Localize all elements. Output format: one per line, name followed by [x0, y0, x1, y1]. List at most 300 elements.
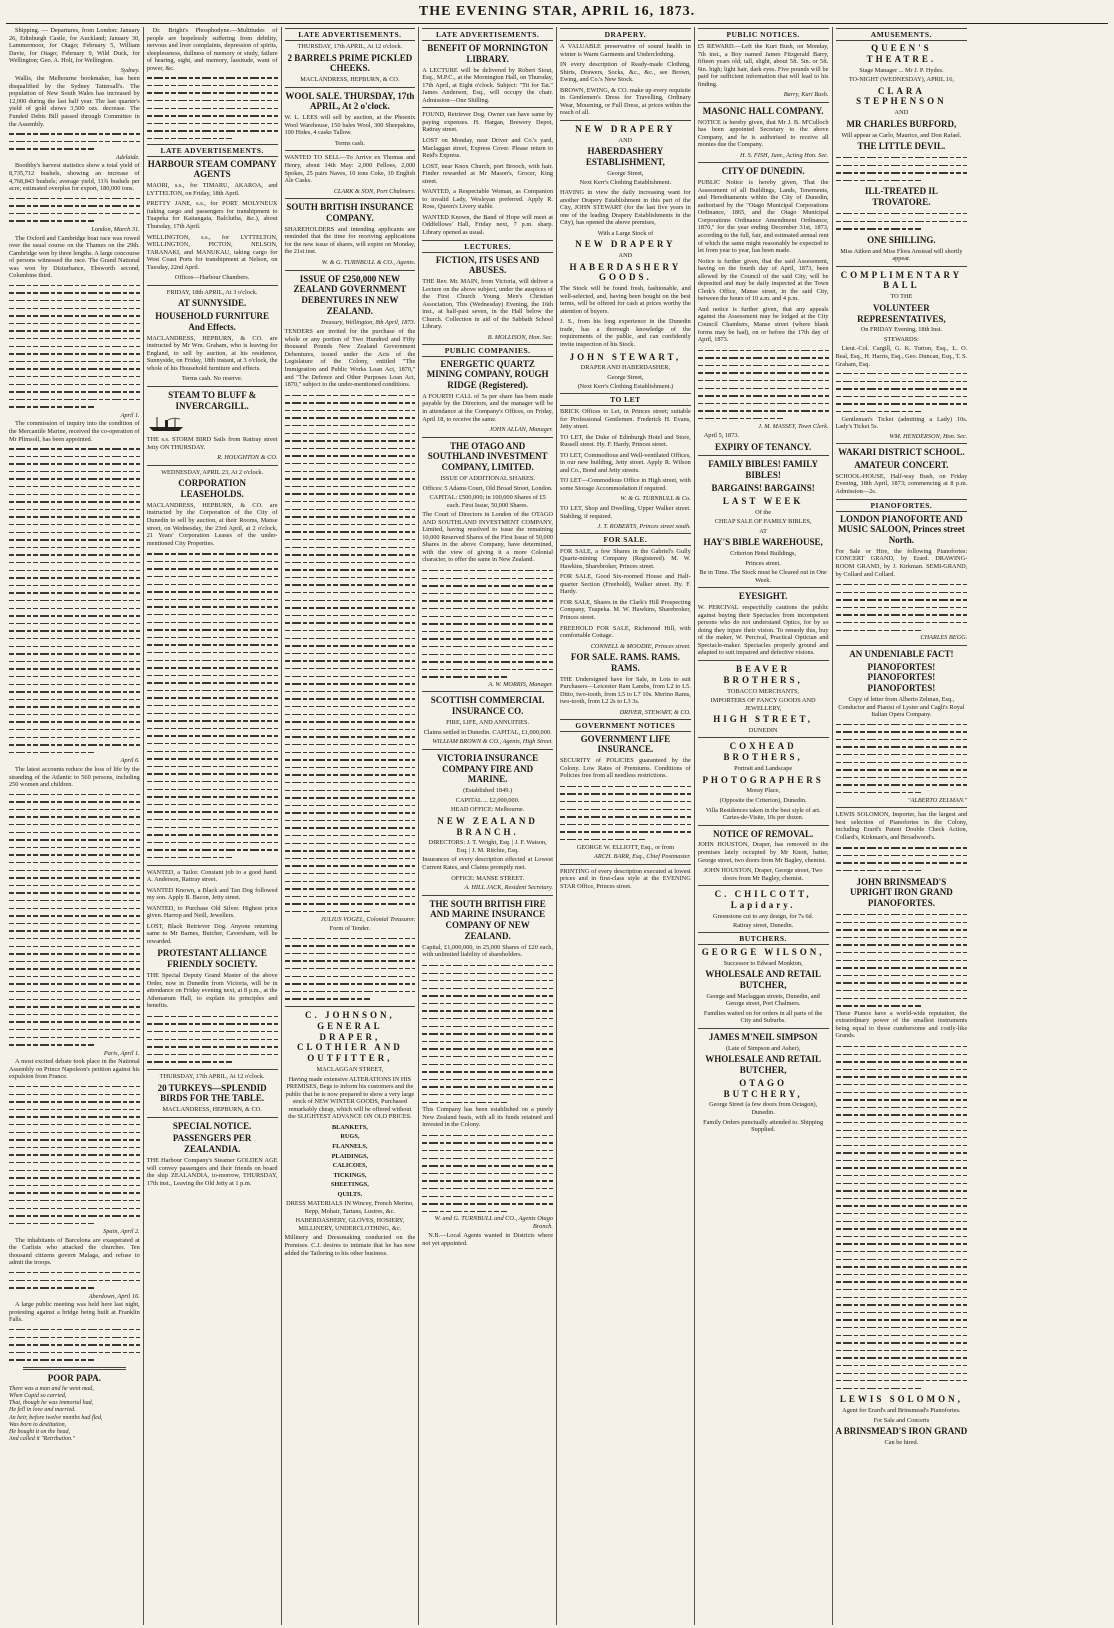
ad-text: BROWN, EWING, & CO. make up every requisite in Gentlemen's Dress for Travelling, Ordinary Wear, Mourning, or Full Dress, at prices within the reach of all.	[560, 86, 691, 117]
ad	[285, 328, 416, 388]
ad-text: THE s.s. STORM BIRD Sails from Rattray street Jetty ON THURSDAY.	[146, 436, 278, 451]
ad-text: CAPITAL: £500,000; in 100,000 Shares of £5 each. First Issue, 50,000 Shares.	[429, 494, 546, 509]
signature: ARCH. BARR, Esq., Chief Postmaster.	[594, 853, 691, 861]
ad-text: Can be hired.	[884, 1438, 919, 1446]
ad-heading: HIGH STREET,	[713, 714, 814, 725]
column-5	[557, 27, 695, 1625]
section-heading: LATE ADVERTISEMENTS.	[147, 144, 278, 157]
ad	[560, 434, 691, 449]
ad-heading: C. JOHNSON, GENERAL DRAPER, CLOTHIER AND OUTFITTER,	[296, 1010, 403, 1064]
ad-heading: ENERGETIC QUARTZ MINING COMPANY, ROUGH RIDGE (Registered).	[426, 358, 549, 391]
ad	[698, 119, 829, 149]
ad-heading: VICTORIA INSURANCE COMPANY FIRE AND MARINE.	[437, 752, 539, 785]
ad-heading: BARGAINS! BARGAINS!	[711, 483, 815, 494]
ad-heading: COXHEAD BROTHERS,	[723, 741, 803, 763]
ad	[422, 111, 553, 134]
divider	[147, 1117, 278, 1118]
dateline: Aberdown, April 16.	[88, 1292, 140, 1300]
divider	[147, 1069, 278, 1070]
ad-text: The Court of Directors in London of the OTAGO AND SOUTHLAND INVESTMENT COMPANY, Limited, having resolved to issue the remaining 10,000 Reserved Shares of the First Issue of 50,000 Shares in the above Company, have determined, with the view of giving it a more Colonial character, to offer the same in New Zealand.	[422, 511, 553, 564]
ad	[285, 226, 416, 256]
ad-heading: LAST WEEK	[722, 495, 804, 506]
ad-text: IN every description of Ready-made Clothing, Shirts, Drawers, Socks, &c., &c., see Brown, Ewing, and Co.'s New Stock.	[560, 61, 691, 84]
text-block	[9, 445, 140, 756]
ad-text: These Pianos have a world-wide reputation, the extraordinary power of the smallest instruments being equal to those cumbersome and costly-like Grands.	[835, 1009, 968, 1040]
signature: J. T. ROBERTS, Princes street south.	[597, 523, 691, 531]
ad	[560, 548, 691, 571]
dateline: April 5, 1873.	[703, 432, 740, 440]
ad-text: TO-NIGHT (WEDNESDAY), APRIL 16,	[848, 76, 954, 84]
ad-text: Greenstone cut to any design, for 7s 6d.	[713, 912, 814, 920]
ad-text: A VALUABLE preservative of sound health in winter is Warm Garments and Underclothing.	[560, 43, 691, 58]
section-heading: DRAPERY.	[560, 28, 691, 41]
signature: B. MOLLISON, Hon. Sec.	[487, 333, 553, 341]
ad-heading: HOUSEHOLD FURNITURE And Effects.	[155, 311, 269, 332]
news-paragraph: Boothby's harvest statistics show a total yield of 8,735,712 bushels, showing an increase of 4,768,843 bushels; average yield, 11¾ bushels per acre; estimated overplus for export, 180,000 tons.	[9, 162, 140, 193]
ad-text: Rattray street, Dunedin.	[733, 922, 794, 930]
text-block	[836, 581, 968, 634]
ad-text: Criterion Hotel Buildings,	[730, 550, 797, 558]
ad-heading: WHOLESALE AND RETAIL BUTCHER,	[705, 969, 822, 990]
ad-text: George Street (a few doors from Octagon), Dunedin.	[709, 1101, 818, 1117]
ad-heading: WOOL SALE. THURSDAY, 17th APRIL, At 2 o'clock.	[285, 90, 415, 112]
ad	[698, 841, 829, 864]
dateline: Adelaide.	[115, 153, 140, 161]
ad-text: Insurances of every description effected at Lowest Current Rates, and Claims promptly met.	[422, 856, 553, 871]
text-block	[9, 1083, 140, 1227]
dateline: Treasury, Wellington, 8th April, 1873.	[320, 318, 416, 326]
ad	[147, 182, 278, 197]
ad-heading: CITY OF DUNEDIN.	[721, 166, 805, 177]
ad-text: (Late of Simpson and Asher),	[725, 1044, 801, 1052]
ad	[147, 335, 278, 373]
dateline: Sydney.	[120, 66, 140, 74]
signature: CHARLES BEGG.	[920, 634, 968, 642]
goods-item: RUGS,	[340, 1133, 360, 1141]
ad-text: THURSDAY, 17th APRIL, At 12 o'clock.	[297, 43, 403, 50]
ad	[422, 137, 553, 160]
ad-text: With a Large Stock of	[597, 229, 654, 237]
signature: CONNELL & MOODIE, Princes street.	[590, 642, 691, 650]
ad-text: Will appear as Carlo, Maurice, and Don Rafael.	[841, 131, 962, 139]
ad-text: George Street,	[607, 169, 644, 177]
column-2	[144, 27, 282, 1625]
ad	[147, 905, 278, 920]
ad-text: THURSDAY, 17th APRIL, At 12 o'clock.	[159, 1072, 265, 1080]
ad-text: FREEHOLD FOR SALE, Richmond Hill, with comfortable Cottage.	[560, 624, 691, 640]
signature: A. W. MORRIS, Manager.	[488, 680, 553, 688]
ad-text: AND	[894, 109, 909, 117]
ad-text: Offices: 5 Adams Court, Old Broad Street, London.	[422, 484, 553, 492]
divider	[147, 386, 278, 387]
ad-text: THE Harbour Company's Steamer GOLDEN AGE will convey passengers and their friends on board the ship ZEALANDIA, to-morrow, THURSDAY, 17th inst., Leaving the Old Jetty at 1 p.m.	[146, 1157, 278, 1187]
column-4	[419, 27, 557, 1625]
divider	[285, 270, 416, 271]
section-heading: GOVERNMENT NOTICES	[560, 719, 691, 732]
text-block	[836, 844, 968, 874]
ad-text: Copy of letter from Alberto Zelman, Esq., Conductor and Pianist of Lyster and Cagli's Royal Italian Opera Company.	[838, 695, 965, 719]
signature: JOHN ALLAN, Manager.	[489, 426, 553, 434]
ad-heading: PHOTOGRAPHERS	[702, 774, 824, 785]
column-1	[6, 27, 144, 1625]
divider	[147, 465, 278, 466]
ad	[285, 1076, 416, 1121]
text-block	[147, 550, 278, 861]
ad-text: AT	[759, 527, 767, 535]
divider	[698, 102, 829, 103]
ad	[560, 189, 691, 227]
goods-item: BLANKETS,	[331, 1123, 368, 1131]
ad	[698, 43, 829, 88]
divider	[698, 825, 829, 826]
ad	[147, 869, 278, 884]
ad-heading: FAMILY BIBLES! FAMILY BIBLES!	[708, 459, 818, 481]
dateline: Paris, April 1.	[103, 1049, 140, 1057]
ad-text: Capital, £1,000,000, in 25,000 Shares of £20 each, with unlimited liability of shareholders.	[422, 943, 553, 959]
text-block	[836, 370, 968, 416]
goods-item: TICKINGS,	[333, 1171, 367, 1179]
ad-heading: GEORGE WILSON,	[701, 946, 825, 957]
poem-line: And called it "Retribution."	[9, 1436, 76, 1443]
ad-heading: MASONIC HALL COMPANY.	[702, 105, 824, 116]
ad	[560, 573, 691, 596]
ad-heading: PIANOFORTES! PIANOFORTES! PIANOFORTES!	[867, 661, 936, 694]
ad-heading: PASSENGERS PER ZEALANDIA.	[172, 1133, 252, 1155]
ad-text: WANTED Known, a Black and Tan Dog followed my son. Apply B. Bacon, Jetty street.	[146, 886, 278, 902]
ad-text: Gentleman's Ticket (admitting a Lady) 10s. Lady's Ticket 5s.	[835, 415, 968, 431]
ad	[836, 811, 968, 841]
ad	[147, 502, 278, 547]
ad-heading: WHOLESALE AND RETAIL BUTCHER,	[705, 1054, 822, 1076]
text-block	[836, 911, 968, 1010]
ad-text: SHAREHOLDERS and intending applicants are reminded that the time for receiving applications for the new issue of shares, will expire on Monday, the 21st inst.	[284, 225, 416, 256]
ad-heading: C. CHILCOTT, Lapidary.	[714, 889, 812, 910]
ad-heading: THE SOUTH BRITISH FIRE AND MARINE INSURANCE COMPANY OF NEW ZEALAND.	[429, 898, 546, 942]
ad-text: MACLAGGAN STREET,	[316, 1066, 384, 1074]
signature: MACLANDRESS, HEPBURN, & CO.	[300, 76, 400, 84]
ad-heading: JOHN STEWART,	[569, 351, 682, 362]
column-6	[695, 27, 833, 1625]
ad-text: FOR SALE, a few Shares in the Gabriel's Gully Quartz-mining Company (Registered). M. W. Hawkins, Sharebroker, Princes street.	[560, 547, 691, 570]
ad-text: Form of Tender.	[329, 925, 371, 933]
text-block	[147, 1013, 278, 1066]
ad	[285, 114, 416, 137]
ad-text: LEWIS SOLOMON, Importer, has the largest and best selection of Pianofortes in the Colony, including Erard's Patent Double Check Action, Collard's, Kirkman's, and Broadwood's.	[835, 811, 968, 841]
ad-text: PRETTY JANE, s.s., for PORT MOLYNEUX (taking cargo and passengers for transhipment to Tuapeka for Kaitangata, Balclutha, &c.), about Thursday, 17th April.	[146, 200, 278, 230]
ad-text: HEAD OFFICE: Melbourne.	[450, 806, 525, 814]
ad-text: TO LET, the Duke of Edinburgh Hotel and Store, Russell street. Hy. F. Hardy, Princes street.	[560, 433, 691, 449]
columns	[6, 27, 1108, 1625]
poem-title: POOR PAPA.	[47, 1372, 101, 1383]
divider	[422, 107, 553, 108]
ad-text: For Sale and Concerts	[873, 1416, 930, 1424]
ad-text: Notice is further given, that the said Assessment, having on the fourth day of April, 1873, been allowed by the Council of the said City, will be deposited and may be daily inspected at the Town Clerk's Office, Manse street, in the said City, between the hours of 10 a.m. and 4 p.m.	[697, 257, 829, 303]
goods-item: FLANNELS,	[332, 1142, 368, 1150]
ad-text: George and Maclaggan streets, Dunedin, and George street, Port Chalmers.	[706, 992, 820, 1008]
ad	[560, 452, 691, 475]
ad-heading: SOUTH BRITISH INSURANCE COMPANY.	[286, 202, 414, 223]
ad-heading: FOR SALE. RAMS. RAMS. RAMS.	[570, 652, 680, 673]
ad-text: ISSUE OF ADDITIONAL SHARES.	[440, 475, 535, 483]
ad-text: WELLINGTON, s.s., for LYTTELTON, WELLINGTON, PICTON, NELSON, TARANAKI, and MANUKAU, taking cargo for West Coast Ports for transhipment at Nelson, on Tuesday, 22nd April.	[146, 233, 278, 271]
ad-heading: LEWIS SOLOMON,	[839, 1394, 963, 1405]
text-block	[9, 130, 140, 153]
section-heading: BUTCHERS.	[698, 932, 829, 945]
ad-heading: COMPLIMENTARY BALL	[840, 269, 963, 291]
poem-line: He fell in love and married.	[9, 1407, 76, 1414]
section-heading: PUBLIC NOTICES.	[698, 28, 829, 41]
ad	[560, 599, 691, 622]
ad-text: LOST on Monday, near Driver and Co.'s yard, Maclaggan street, Express Cover. Please return to Reid's Express.	[422, 136, 553, 160]
ad-heading: HABERDASHERY ESTABLISHMENT,	[585, 146, 665, 168]
poem-line: Was born to destitution,	[9, 1421, 67, 1428]
ad-heading: FICTION, ITS USES AND ABUSES.	[435, 254, 540, 276]
ad-text: HAVING in view the daily increasing want for another Drapery Establishment in this part of the City, JOHN STEWART (for the last five years in one of the leading Drapery Establishments in the City), has opened the above premises,	[560, 188, 691, 227]
ad-heading: AMATEUR CONCERT.	[854, 460, 949, 471]
ad-text: FOR SALE, Good Six-roomed House and Half-quarter Section (Freehold), Walker street. Hy. F. Hardy.	[560, 573, 691, 596]
text-block	[422, 567, 553, 681]
ad-text: Next Kerr's Clothing Establishment.	[579, 179, 672, 187]
ad-text: TO LET—Commodious Office in High street, with some Storage Accommodation if required.	[560, 477, 691, 492]
signature: H. S. FISH, Junr., Acting Hon. Sec.	[739, 151, 829, 159]
ad-text: MAORI, s.s., for TIMARU, AKAROA, and LYTTELTON, on Friday, 18th April.	[146, 182, 278, 197]
ad	[422, 214, 553, 237]
divider	[698, 162, 829, 163]
ad-heading: THE LITTLE DEVIL.	[857, 141, 946, 152]
ad-text: WANTED, to Purchase Old Silver. Highest price given. Harrop and Neill, Jewellers.	[146, 904, 278, 920]
ad-text: Claims settled in Dunedin. CAPITAL, £1,000,000.	[423, 728, 552, 736]
divider	[147, 865, 278, 866]
ad-heading: HAY'S BIBLE WAREHOUSE,	[703, 537, 823, 548]
ad	[422, 1106, 553, 1129]
divider	[422, 437, 553, 438]
signature: DRIVER, STEWART, & CO.	[619, 708, 691, 716]
ad-text: FRIDAY, 18th APRIL, At 3 o'clock.	[166, 288, 258, 296]
news-paragraph: The inhabitants of Barcelona are exasperated at the Carlists who attacked the churches. Ten thousand citizens govern Malaga, and refuse to admit the troops.	[9, 1236, 140, 1267]
signature: J. M. MASSEY, Town Clerk.	[758, 422, 829, 430]
ad-text: N.B.—Local Agents wanted in Districts where not yet appointed.	[422, 1232, 553, 1247]
dateline: Spain, April 2.	[103, 1228, 140, 1236]
ad	[698, 179, 829, 254]
signature: WILLIAM BROWN & CO., Agents, High Street.	[432, 738, 553, 746]
ad-heading: OTAGO BUTCHERY,	[723, 1077, 803, 1099]
ad-text: THE Undersigned have for Sale, in Lots to suit Purchasers—Leicester Ram Lambs, from L2 to L5. Ditto, two-tooth, from L5 to L7 10s. Merino Rams, two-tooth, from L2 2s to L3 3s.	[560, 675, 691, 706]
ad	[836, 1010, 968, 1040]
signature: W. & G. TURNBULL & Co.	[620, 495, 691, 503]
ad-text: Of the	[755, 508, 772, 516]
ad-heading: THE OTAGO AND SOUTHLAND INVESTMENT COMPANY, LIMITED.	[427, 440, 548, 473]
ad-heading: SPECIAL NOTICE.	[172, 1120, 252, 1131]
ad	[698, 604, 829, 657]
divider	[836, 807, 968, 808]
ad-text: A LECTURE will be delivered by Robert Stout, Esq., M.P.C., at the Mornington Hall, on Thursday, 17th April, at Eight o'clock. Subject: "Tit for Tat." James Anderson, Esq., will occupy the chair. Admission—One Shilling.	[422, 66, 553, 104]
text-block	[9, 282, 140, 411]
ad-heading: EYESIGHT.	[738, 591, 788, 602]
ad-text: The Stock will be found fresh, fashionable, and well-selected, and, having been bought on the best terms, will be offered for cash at prices worthy the attention of buyers.	[560, 285, 691, 315]
ad	[560, 676, 691, 706]
goods-item: QUILTS.	[337, 1190, 363, 1198]
shipping-text: Shipping. — Departures, from London: January 26, Edinburgh Castle, for Auckland; January 30, Lammermoor, for Otago; February 5, William Davie, for Otago; February 9, Wild Duck, for Wellington; Geo. A. Holt, for Wellington.	[9, 27, 140, 65]
divider	[698, 455, 829, 456]
ad-text: SECURITY of POLICIES guaranteed by the Colony. Low Rates of Premiums. Conditions of Policies free from all needless restrictions.	[560, 757, 691, 780]
poem-line: An heir, before twelve months had fled,	[9, 1414, 103, 1421]
ad-heading: VOLUNTEER REPRESENTATIVES,	[857, 302, 946, 324]
ad-heading: GOVERNMENT LIFE INSURANCE.	[580, 733, 671, 755]
dateline: April 6.	[120, 757, 140, 765]
ad	[560, 61, 691, 84]
ad-heading: A BRINSMEAD'S IRON GRAND	[835, 1426, 968, 1437]
ad-text: PRINTING of every description executed at lowest prices and in first-class style at the EVENING STAR Office, Princes street.	[560, 867, 691, 890]
ad-text: MACLANDRESS, HEPBURN, & CO. are instructed by the Corporation of the City of Dunedin to sell by auction, at their Rooms, Manse street, on Wednesday, the 23rd April, at 2 o'clock, 21 Years' Corporation Leases of the under-mentioned City Properties.	[146, 501, 278, 547]
masthead: THE EVENING STAR, APRIL 16, 1873.	[6, 4, 1108, 24]
ad	[836, 548, 968, 578]
divider	[422, 749, 553, 750]
text-block	[836, 721, 968, 797]
steamship-icon	[147, 416, 187, 432]
ad	[147, 923, 278, 946]
ad-text: TO LET, Shop and Dwelling, Upper Walker street. Stabling, if required.	[560, 505, 691, 520]
ad-heading: CORPORATION LEASEHOLDS.	[178, 478, 247, 500]
ad-text: DRESS MATERIALS IN Wincey, French Merino, Repp, Mohair, Tartans, Lustres, &c.	[286, 1200, 414, 1215]
ad-text: LOST, near Knox Church, port Brooch, with hair. Finder rewarded at Mr Mason's, Grocer, King street.	[422, 162, 553, 185]
ad-heading: AT SUNNYSIDE.	[178, 298, 247, 309]
poem-line: He bought it on the head,	[9, 1428, 70, 1435]
ad-heading: 20 TURKEYS—SPLENDID BIRDS FOR THE TABLE.	[157, 1082, 267, 1104]
ad-text: SCHOOL-HOUSE, Half-way Bush, on Friday Evening, 18th April, 1873; commencing at 8 p.m. Admission—2s.	[835, 472, 968, 495]
ad	[560, 318, 691, 348]
divider	[698, 587, 829, 588]
ad-text: J. S., from his long experience in the Dunedin trade, has a thorough knowledge of the requirements of the public, and can confidently invite inspection of his Stock.	[560, 318, 691, 348]
ad-text: Villa Residences taken in the best style of art. Cartes-de-Visite, 10s per dozen.	[705, 806, 821, 822]
divider	[560, 864, 691, 865]
ad	[560, 868, 691, 891]
ad-text: Offices—Harbour Chambers.	[174, 274, 250, 282]
divider	[836, 266, 968, 267]
ad-text: This Company has been established on a purely New Zealand basis, with all its funds retained and invested in the Colony.	[422, 1106, 553, 1129]
ad	[147, 972, 278, 1010]
ad	[147, 234, 278, 272]
ad-heading: HABERDASHERY GOODS.	[569, 261, 682, 283]
ad-heading: ONE SHILLING.	[867, 234, 936, 245]
ad-text: BRICK Offices to Let, in Princes street; suitable for Professional Gentlemen. Frederick H. Evans, Jetty street.	[560, 407, 691, 431]
divider	[560, 120, 691, 121]
ad-text: (Opposite the Criterion), Dunedin.	[719, 796, 807, 804]
ad-text: CHEAP SALE OF FAMILY BIBLES,	[714, 518, 812, 526]
signature: R. HOUGHTON & CO.	[217, 454, 278, 462]
ad-text: THE Rev. Mr. MAIN, from Victoria, will deliver a Lecture on the above subject, under the auspices of the First Church Young Men's Christian Association, This (Wednesday) Evening, the 16th inst., at half-past seven, in the Hall below the Church. Collection in aid of the Sabbath School Library.	[422, 278, 553, 331]
ad-text: Families waited on for orders in all parts of the City and Suburbs.	[703, 1009, 823, 1025]
section-heading: AMUSEMENTS.	[836, 28, 968, 41]
ad-text: George Street,	[607, 373, 644, 381]
ad	[422, 393, 553, 423]
ad-text: On FRIDAY Evening, 18th Inst.	[860, 326, 943, 334]
section-heading: LATE ADVERTISEMENTS.	[422, 28, 553, 41]
ad	[422, 511, 553, 564]
ad-heading: QUEEN'S THEATRE.	[866, 43, 937, 64]
ad-text: Agent for Erard's and Brinsmead's Pianofortes.	[842, 1407, 961, 1415]
ad	[836, 473, 968, 496]
ad-text: Princes street.	[745, 559, 781, 567]
divider	[422, 895, 553, 896]
ad	[422, 163, 553, 186]
divider	[422, 691, 553, 692]
dateline: London, March 31.	[91, 226, 140, 233]
ad-text: Family Orders punctually attended to. Shipping Supplied.	[703, 1118, 824, 1134]
ad-text: DIRECTORS: J. T. Wright, Esq. | J. F. Watson, Esq. | J. M. Ritchie, Esq.	[428, 839, 547, 854]
signature: "ALBERTO ZELMAN."	[907, 796, 968, 804]
ad-text: AND	[618, 136, 633, 144]
ad	[560, 87, 691, 117]
goods-item: PLAIDINGS,	[331, 1152, 369, 1160]
ad-heading: SCOTTISH COMMERCIAL INSURANCE CO.	[430, 695, 545, 717]
ad-text: STEWARDS:	[883, 335, 919, 343]
text-block	[836, 154, 968, 184]
ad-heading: PROTESTANT ALLIANCE FRIENDLY SOCIETY.	[157, 948, 267, 970]
poem-line: There was a man and he went mad,	[9, 1385, 94, 1392]
signature: JULIUS VOGEL, Colonial Treasurer.	[320, 915, 416, 923]
news-paragraph: Wallis, the Melbourne bookmaker, has been disqualified by the Sydney Tattersall's. The population of New South Wales has increased by 12,000 during the last half year. The last quarter's yield of gold shows 3,500 ozs. decrease. The Funded Debts Bill passed through Committee in the Assembly.	[9, 75, 140, 128]
ad-text: (Next Kerr's Clothing Establishment.)	[577, 383, 674, 391]
ad-text: TO THE	[890, 293, 913, 301]
ad	[560, 757, 691, 780]
news-paragraph: A most excited debate took place in the National Assembly on Prince Napoleon's petition against his expulsion from France.	[9, 1058, 140, 1081]
signature: MACLANDRESS, HEPBURN, & CO.	[162, 1106, 262, 1114]
ad	[560, 625, 691, 640]
text-block	[560, 783, 691, 844]
ad	[422, 856, 553, 871]
ad-text: Be in Time. The Stock must be Cleared out in One Week.	[699, 569, 827, 584]
ad-text: Stage Manager ... Mr J. P. Hydes.	[859, 66, 944, 74]
ad	[560, 43, 691, 58]
ad-heading: AN UNDENIABLE FACT!	[849, 648, 954, 659]
dateline: April 1.	[120, 411, 140, 419]
ad-text: IMPORTERS OF FANCY GOODS AND JEWELLERY,	[710, 697, 816, 712]
ad-heading: STEAM TO BLUFF & INVERCARGILL.	[168, 390, 257, 411]
text-block	[422, 962, 553, 1106]
ad-text: JOHN HOUSTON, Draper, has removed to the premises lately occupied by Mr Knott, hatter, George street, two doors from Mr Bagley, chemist.	[697, 841, 829, 864]
section-heading: PIANOFORTES.	[836, 499, 968, 512]
divider	[836, 443, 968, 444]
ad	[422, 944, 553, 959]
ad-text: £5 REWARD.—Left the Kuri Bush, on Monday, 7th inst., a Boy named James Fitzgerald Barry, fifteen years old; tall, slight, about 5ft. 5in. or 5ft. 6in. high; light hair, dark eyes. Five pounds will be paid for sufficient information that will lead to his finding.	[697, 43, 829, 88]
ad-heading: JAMES M'NEIL SIMPSON	[708, 1031, 818, 1042]
ad-text: HABERDASHERY, GLOVES, HOSIERY, MILLINERY, UNDERCLOTHING, &c.	[295, 1217, 405, 1232]
poem-line: When Cupid so carried,	[9, 1392, 67, 1399]
section-heading: LATE ADVERTISEMENTS.	[285, 28, 416, 41]
ad-text: DUNEDIN	[748, 726, 778, 734]
ad-text: JOHN HOUSTON, Draper, George street, Two doors from Mr Bagley, chemist.	[703, 867, 823, 882]
ad-text: Terms cash.	[334, 139, 365, 147]
ad-text: CAPITAL ... £2,000,000.	[455, 796, 520, 804]
divider	[698, 1028, 829, 1029]
divider	[698, 885, 829, 886]
poem-line: That, though he was immortal had,	[9, 1400, 94, 1407]
ad-text: PUBLIC Notice is hereby given, That the Assessment of all Buildings, Lands, Tenements, and Hereditaments within the City of Dunedin, authorised by the "Otago Municipal Corporations Ordinance, 1865, and the Otago Municipal Corporations Ordinance Amendment Ordinance, 1870," for the year ending December 31st, 1873, according to the full, fair, and estimated annual rent of which the same might reasonably be expected to let from year to year, has been made.	[697, 179, 829, 255]
ad-heading: MR CHARLES BURFORD,	[846, 118, 957, 129]
ad-text: FOR SALE, Shares in the Clark's Hill Prospecting Company, Tuapeka. M. W. Hawkins, Sharebroker, Princes street.	[560, 598, 691, 622]
ad-heading: WAKARI DISTRICT SCHOOL.	[838, 447, 965, 458]
ad-text: TOBACCO MERCHANTS,	[727, 687, 800, 695]
ad-heading: CLARA STEPHENSON	[856, 85, 947, 107]
text-block	[147, 74, 278, 142]
ad-heading: EXPIRY OF TENANCY.	[714, 441, 812, 452]
ad-text: Millinery and Dressmaking conducted on the Premises. C.J. desires to intimate that he has now added the Tailoring to his other business.	[284, 1234, 416, 1257]
text-block	[285, 935, 416, 1003]
signature: W. & G. TURNBULL & CO., Agents.	[321, 258, 416, 266]
signature: W. and G. TURNBULL and CO., Agents Otago Branch.	[434, 1215, 553, 1230]
ad	[147, 436, 278, 451]
news-paragraph: The commission of inquiry into the condition of the Mercantile Marine, received the co-operation of Mr Plimsoll, has been appointed.	[9, 420, 140, 443]
